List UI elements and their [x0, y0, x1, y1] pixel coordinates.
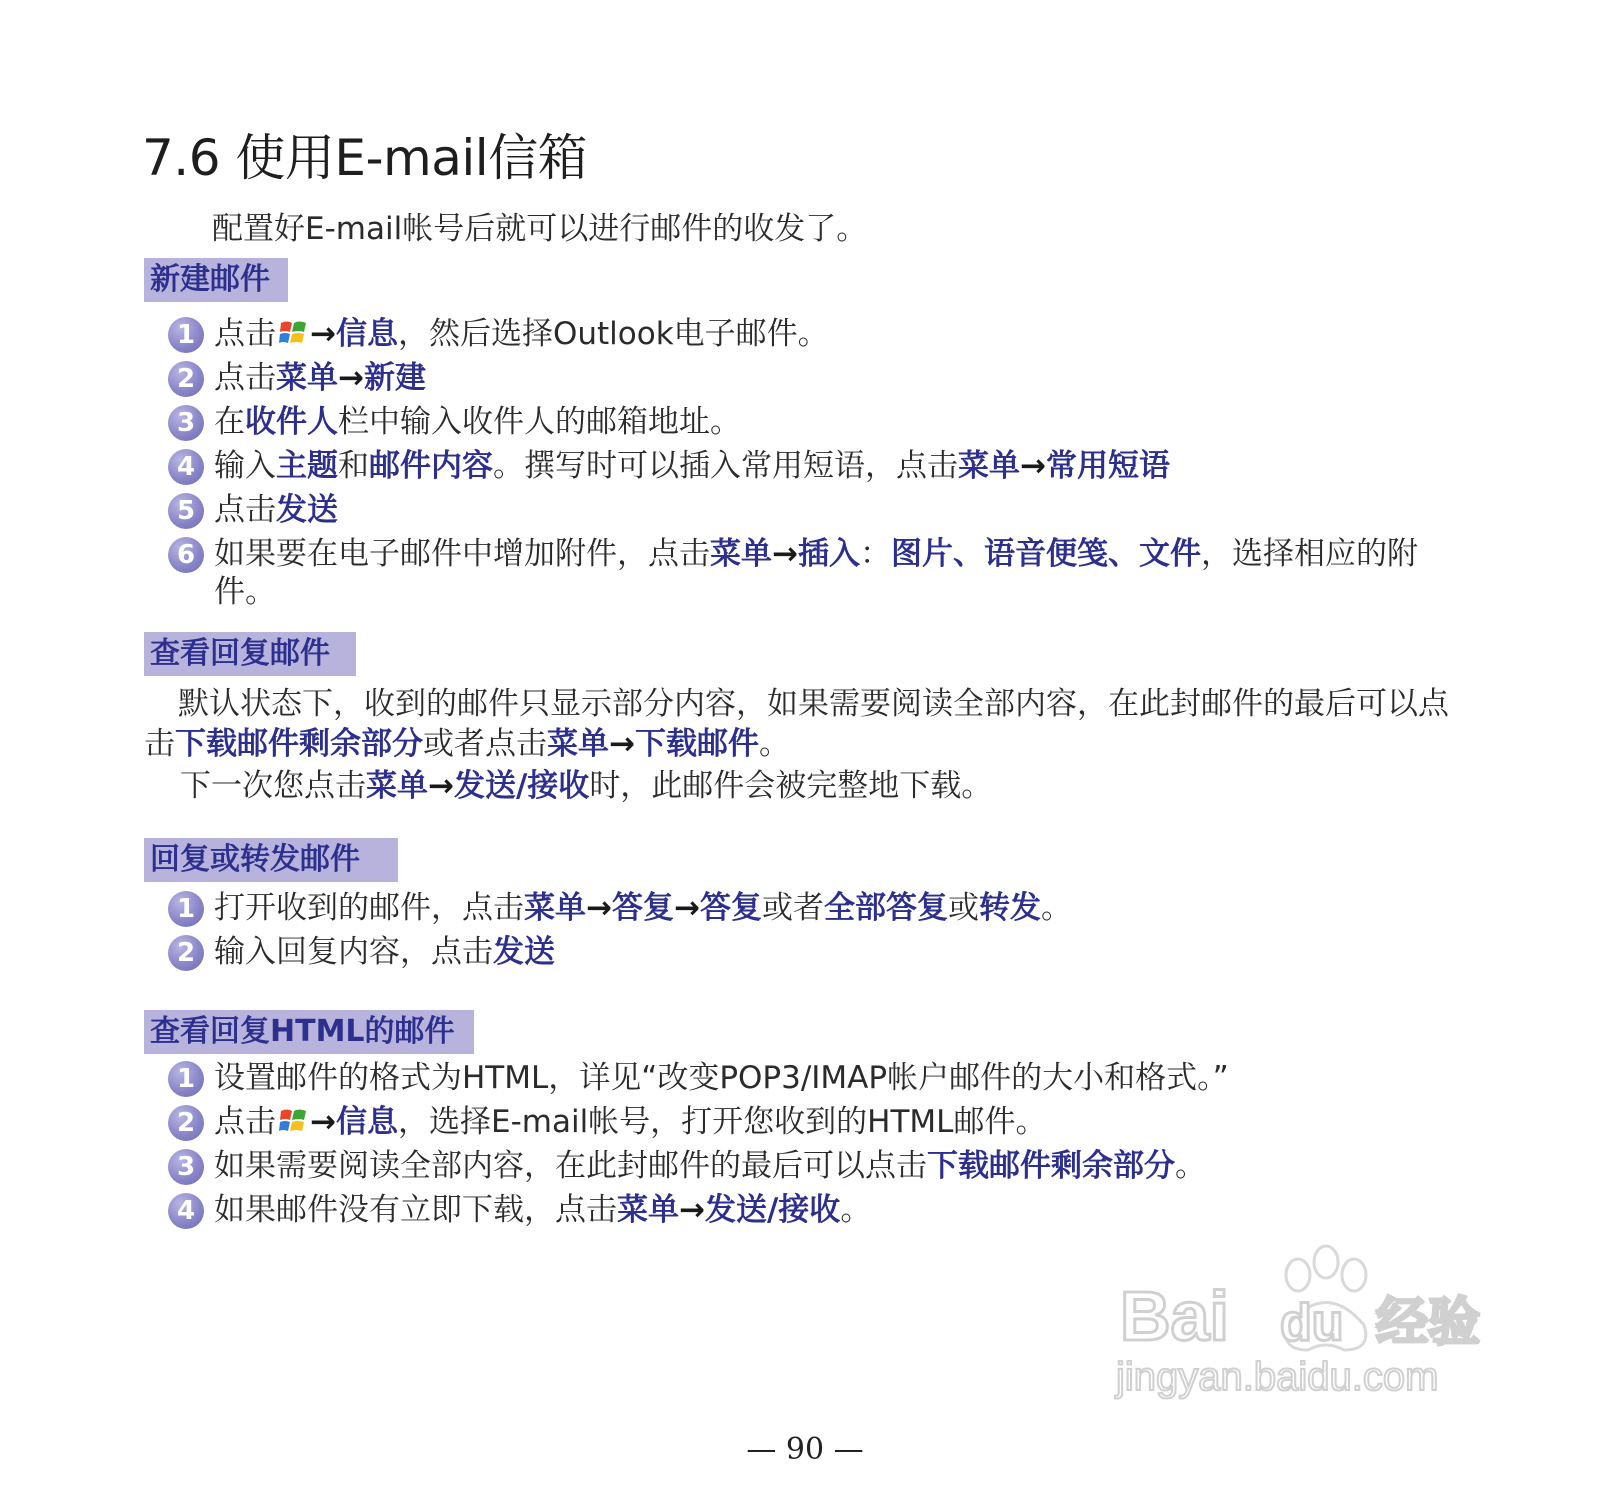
section-heading-view-reply: 查看回复邮件 [144, 632, 356, 676]
arrow-glyph: → [679, 1192, 705, 1228]
step-number-badge: 1 [168, 891, 204, 927]
arrow-glyph: → [1020, 448, 1046, 484]
arrow-glyph: → [673, 890, 700, 926]
section-heading-reply-forward: 回复或转发邮件 [144, 838, 398, 882]
view-reply-paragraph-1: 默认状态下，收到的邮件只显示部分内容，如果需要阅读全部内容，在此封邮件的最后可以点击下载邮件剩余部分或者点击菜单→下载邮件。 [144, 686, 1449, 762]
step-number-badge: 3 [168, 405, 204, 441]
step-item: 1 设置邮件的格式为HTML，详见“改变POP3/IMAP帐户邮件的大小和格式。” [168, 1056, 1229, 1100]
view-html-steps [168, 1056, 1229, 1232]
step-number-badge: 1 [168, 317, 204, 353]
step-item: 1 点击 →信息，然后选择Outlook电子邮件。 [168, 312, 1464, 356]
arrow-glyph: → [310, 1104, 336, 1140]
step-item: 3 如果需要阅读全部内容，在此封邮件的最后可以点击下载邮件剩余部分。 [168, 1144, 1229, 1188]
arrow-glyph: → [428, 768, 454, 804]
step-item: 1 打开收到的邮件，点击菜单→答复→答复或者全部答复或转发。 [168, 886, 1072, 930]
step-number-badge: 4 [168, 449, 204, 485]
reply-forward-steps [168, 886, 1072, 974]
step-number-badge: 2 [168, 1105, 204, 1141]
step-item: 2 点击菜单→新建 [168, 356, 1464, 400]
step-item: 4 如果邮件没有立即下载，点击菜单→发送/接收。 [168, 1188, 1229, 1232]
step-number-badge: 2 [168, 361, 204, 397]
svg-text:Bai: Bai [1120, 1277, 1229, 1355]
arrow-glyph: → [310, 316, 336, 352]
step-number-badge: 4 [168, 1193, 204, 1229]
arrow-glyph: → [609, 726, 635, 762]
step-item: 4 输入主题和邮件内容。撰写时可以插入常用短语，点击菜单→常用短语 [168, 444, 1464, 488]
step-item: 6 如果要在电子邮件中增加附件，点击菜单→插入：图片、语音便笺、文件，选择相应的附件。 [168, 532, 1464, 611]
step-number-badge: 5 [168, 493, 204, 529]
svg-text:jingyan.baidu.com: jingyan.baidu.com [1116, 1355, 1439, 1399]
page-title: 7.6 使用E-mail信箱 [142, 129, 588, 187]
step-number-badge: 6 [168, 537, 204, 573]
baidu-paw-logo-icon [1116, 1240, 1528, 1440]
intro-text: 配置好E-mail帐号后就可以进行邮件的收发了。 [212, 211, 868, 247]
step-item: 2 点击 →信息，选择E-mail帐号，打开您收到的HTML邮件。 [168, 1100, 1229, 1144]
baidu-watermark [1116, 1240, 1528, 1440]
page-number: — 90 — [746, 1432, 864, 1467]
step-item: 2 输入回复内容，点击发送 [168, 930, 1072, 974]
step-number-badge: 3 [168, 1149, 204, 1185]
svg-text:du: du [1280, 1294, 1344, 1352]
arrow-glyph: → [338, 360, 364, 396]
svg-text:经验: 经验 [1376, 1293, 1481, 1353]
section-heading-new-mail: 新建邮件 [144, 258, 288, 302]
step-number-badge: 1 [168, 1061, 204, 1097]
view-reply-paragraph-2: 下一次您点击菜单→发送/接收时，此邮件会被完整地下载。 [180, 768, 993, 804]
step-number-badge: 2 [168, 935, 204, 971]
section-heading-view-html: 查看回复HTML的邮件 [144, 1010, 474, 1054]
arrow-glyph: → [772, 536, 798, 572]
arrow-glyph: → [586, 890, 612, 926]
windows-start-icon [278, 1105, 308, 1137]
step-item: 5 点击发送 [168, 488, 1464, 532]
step-item: 3 在收件人栏中输入收件人的邮箱地址。 [168, 400, 1464, 444]
windows-start-icon [278, 317, 308, 349]
new-mail-steps [168, 312, 1464, 611]
